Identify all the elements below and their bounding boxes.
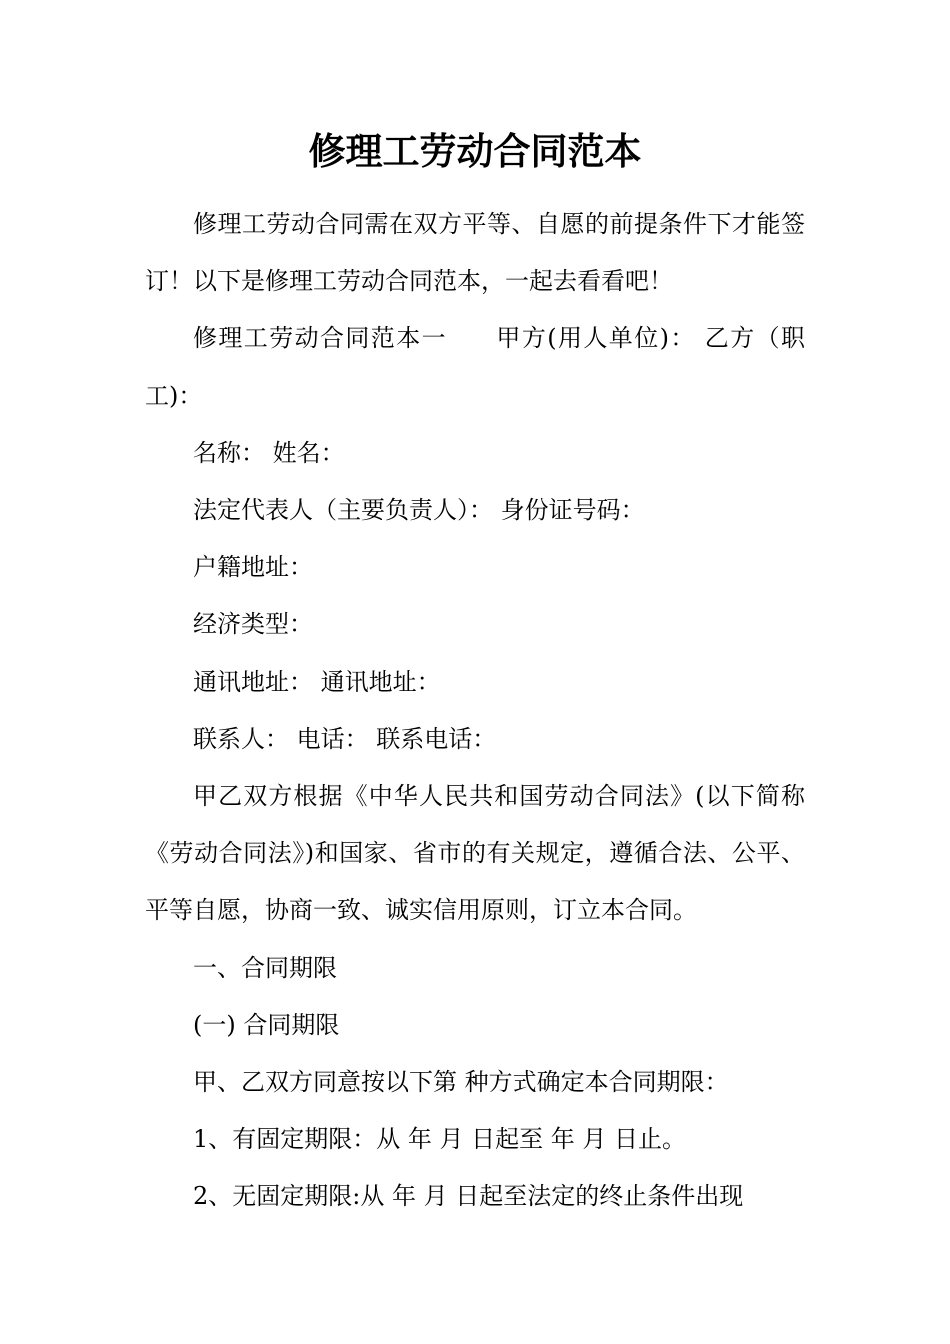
field-mailing-address: 通讯地址： 通讯地址： [193,667,441,696]
clause-intro: 甲、乙双方同意按以下第 种方式确定本合同期限： [193,1068,729,1097]
subsection-heading-1: (一) 合同期限 [193,1010,340,1039]
field-contact: 联系人： 电话： 联系电话： [193,724,497,753]
sample-heading: 修理工劳动合同范本一 [193,324,448,353]
intro-paragraph: 修理工劳动合同需在双方平等、自愿的前提条件下才能签订！以下是修理工劳动合同范本，一起去看看吧！ [145,210,805,296]
document-title: 修理工劳动合同范本 [308,130,642,173]
field-name: 名称： 姓名： [193,438,345,467]
heading-line [145,310,805,424]
preamble-paragraph: 甲乙双方根据《中华人民共和国劳动合同法》(以下简称《劳动合同法》)和国家、省市的有关规定，遵循合法、公平、平等自愿，协商一致、诚实信用原则，订立本合同。 [145,782,805,925]
field-household-address: 户籍地址： [193,553,313,582]
party-labels: 甲方(用人单位)： 乙方（职工)： [145,324,806,410]
clause-2: 2、无固定期限:从 年 月 日起至法定的终止条件出现 [193,1182,744,1211]
field-legal-rep: 法定代表人（主要负责人）： 身份证号码： [193,496,645,525]
field-economic-type: 经济类型： [193,610,313,639]
document-body [145,196,805,1226]
section-heading-1: 一、合同期限 [193,953,337,982]
clause-1: 1、有固定期限：从 年 月 日起至 年 月 日止。 [193,1125,687,1154]
